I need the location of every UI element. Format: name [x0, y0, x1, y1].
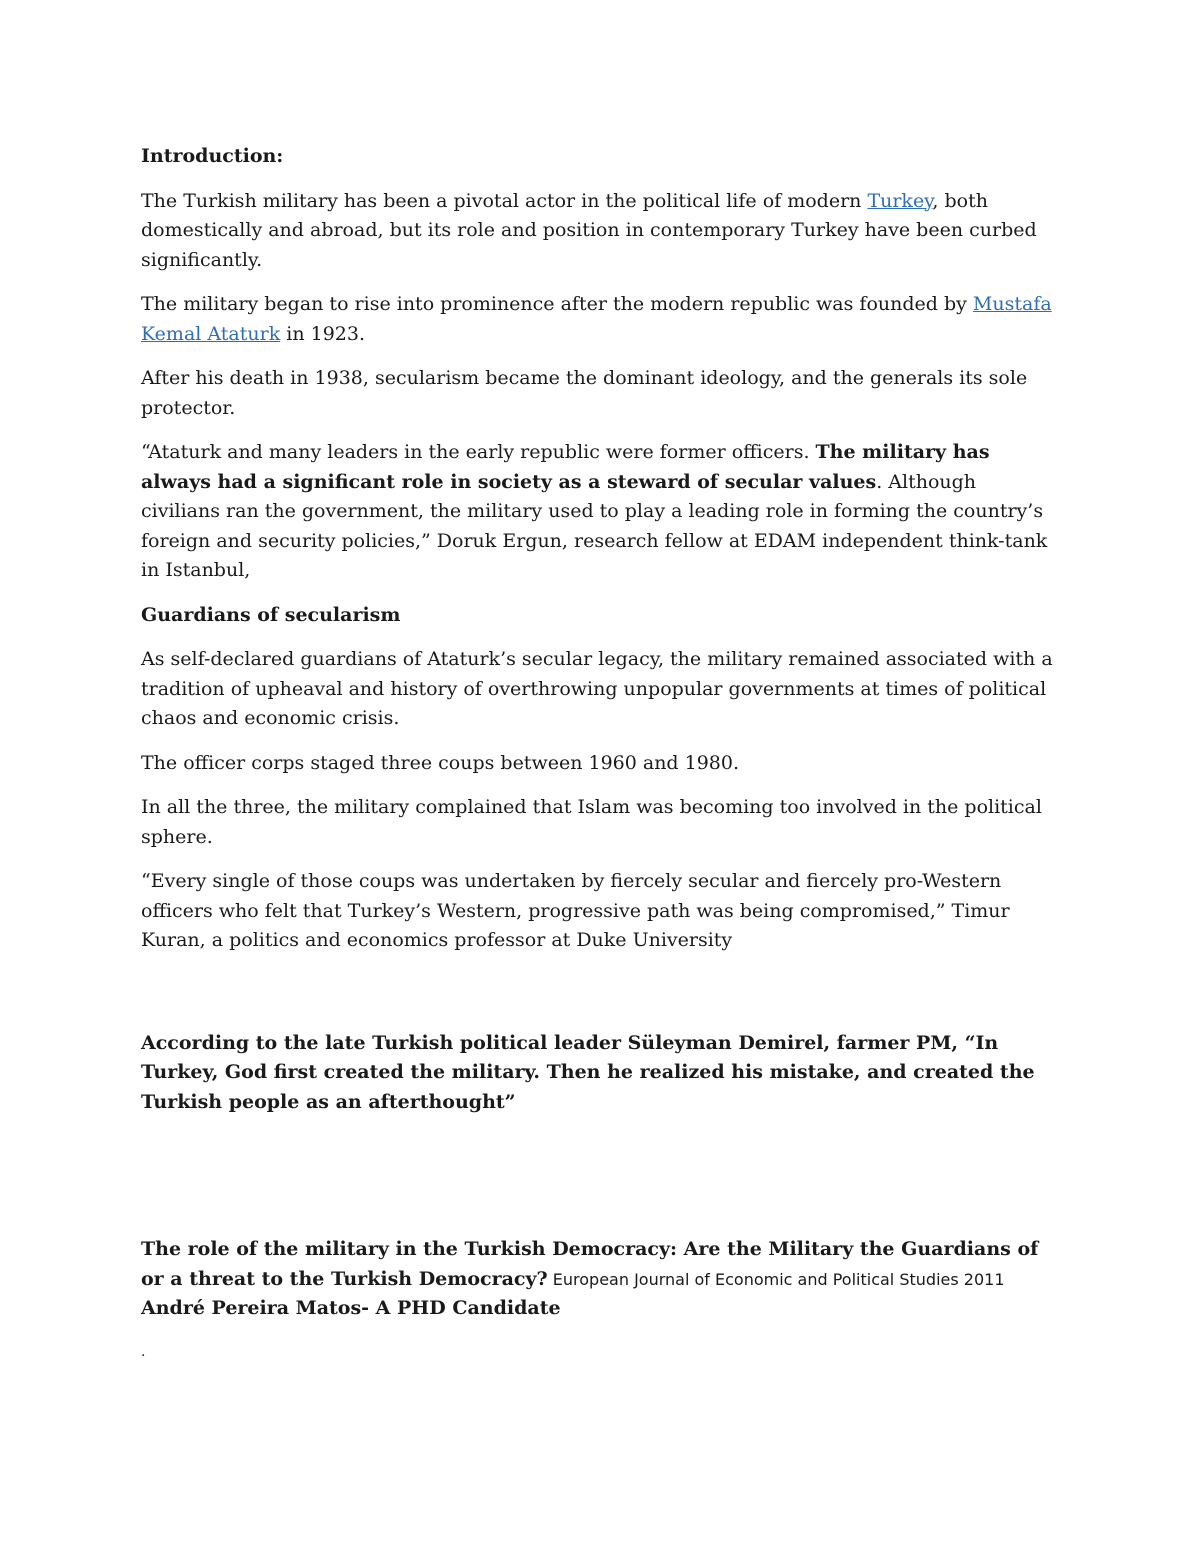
citation-author: André Pereira Matos- A PHD Candidate [141, 1297, 561, 1319]
citation-journal: European Journal of Economic and Political Studies 2011 [547, 1269, 1005, 1289]
paragraph-2-text-a: The military began to rise into prominence after the modern republic was founded by [141, 293, 973, 315]
citation-title: The role of the military in the Turkish Democracy: Are the Military the Guardians of or a threat to the Turkish Democracy? [141, 1238, 1039, 1290]
paragraph-4 [141, 438, 1061, 586]
paragraph-7: In all the three, the military complained that Islam was becoming too involved in the political sphere. [141, 796, 1042, 848]
ataturk-link[interactable]: Mustafa Kemal Ataturk [141, 293, 1052, 345]
demirel-quote: According to the late Turkish political leader Süleyman Demirel, farmer PM, “In Turkey, God first created the military. Then he realized his mistake, and created the Turkish people as an afterthought” [141, 1031, 1035, 1113]
paragraph-2 [141, 290, 1061, 349]
blank-space-2 [141, 1132, 1061, 1235]
paragraph-6: The officer corps staged three coups between 1960 and 1980. [141, 751, 740, 774]
paragraph-8: “Every single of those coups was undertaken by fiercely secular and fiercely pro-Western officers who felt that Turkey’s Western, progressive path was being compromised,” Timur Kuran, a politics and economics professor at Duke University [141, 870, 1010, 951]
citation [141, 1235, 1061, 1324]
trailing-dot: . [141, 1343, 146, 1360]
paragraph-4-text-a: “Ataturk and many leaders in the early republic were former officers. [141, 441, 816, 463]
paragraph-1 [141, 187, 1061, 276]
intro-heading: Introduction: [141, 145, 284, 167]
paragraph-3: After his death in 1938, secularism became the dominant ideology, and the generals its sole protector. [141, 367, 1028, 419]
paragraph-1-text-b: , both domestically and abroad, but its role and position in contemporary Turkey have been curbed significantly. [141, 189, 1037, 271]
turkey-link[interactable]: Turkey [867, 189, 933, 212]
paragraph-4-bold: The military has always had a significant role in society as a steward of secular values [141, 441, 990, 493]
blank-space [141, 971, 1061, 1029]
document-body [141, 142, 1061, 1362]
paragraph-1-text-a: The Turkish military has been a pivotal actor in the political life of modern [141, 189, 868, 212]
section-heading: Guardians of secularism [141, 603, 401, 626]
paragraph-2-text-b: in 1923. [280, 322, 366, 345]
paragraph-5: As self-declared guardians of Ataturk’s secular legacy, the military remained associated with a tradition of upheaval and history of overthrowing unpopular governments at times of political chaos and economic crisis. [141, 648, 1053, 729]
paragraph-4-text-b: . Although civilians ran the government, the military used to play a leading role in forming the country’s foreign and security policies,” Doruk Ergun, research fellow at EDAM independent think-tank in Istanbul, [141, 470, 1048, 581]
